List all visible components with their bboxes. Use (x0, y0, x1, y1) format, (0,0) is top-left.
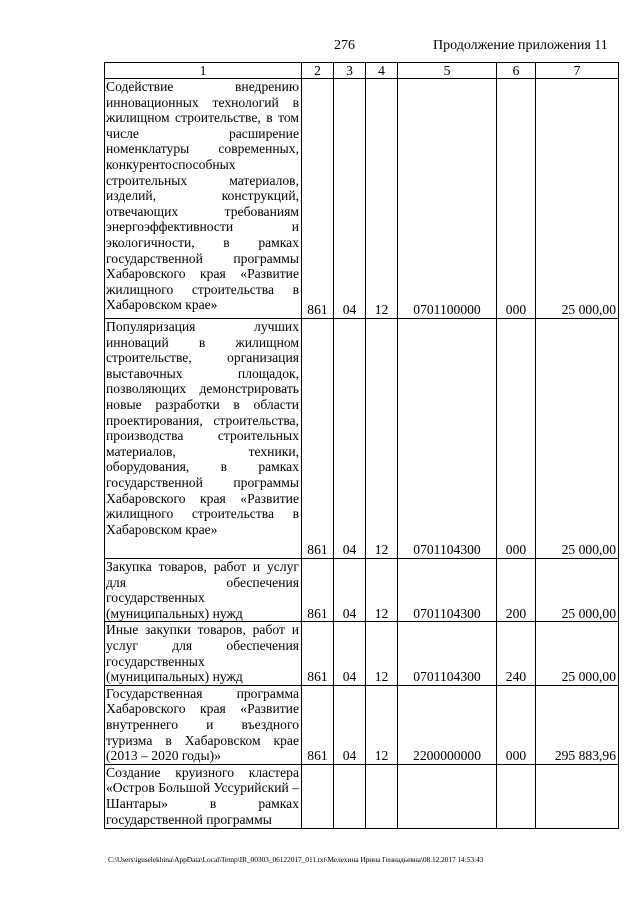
subsection-code: 12 (366, 319, 398, 559)
amount (536, 764, 619, 828)
expense-type-code: 200 (497, 559, 536, 622)
row-description: Популяризация лучших инноваций в жилищном строительстве, организация выставочных площадок, позволяющих демонстрировать новые разработки в области проектирования, строительства, производства строительных материалов, техники, оборудования, в рамках государственной программы Хабаровского края «Развитие жилищного строительства в Хабаровском крае» (105, 319, 302, 559)
table-row (105, 685, 619, 764)
appendix-continuation-label: Продолжение приложения 11 (433, 38, 608, 53)
section-code: 04 (334, 685, 366, 764)
column-header: 7 (536, 63, 619, 79)
table-row (105, 622, 619, 685)
subsection-code: 12 (366, 622, 398, 685)
table-header-row (105, 63, 619, 79)
ministry-code: 861 (302, 622, 334, 685)
row-description: Создание круизного кластера «Остров Большой Уссурийский – Шантары» в рамках государственной программы (105, 764, 302, 828)
ministry-code: 861 (302, 685, 334, 764)
expense-type-code: 000 (497, 79, 536, 319)
target-article-code: 2200000000 (398, 685, 497, 764)
expense-type-code (497, 764, 536, 828)
column-header: 5 (398, 63, 497, 79)
column-header: 6 (497, 63, 536, 79)
subsection-code: 12 (366, 685, 398, 764)
amount: 25 000,00 (536, 319, 619, 559)
budget-table (104, 62, 619, 829)
table-row (105, 319, 619, 559)
section-code: 04 (334, 559, 366, 622)
target-article-code: 0701104300 (398, 319, 497, 559)
ministry-code: 861 (302, 79, 334, 319)
ministry-code: 861 (302, 559, 334, 622)
subsection-code (366, 764, 398, 828)
column-header: 3 (334, 63, 366, 79)
expense-type-code: 000 (497, 319, 536, 559)
column-header: 1 (105, 63, 302, 79)
target-article-code: 0701104300 (398, 559, 497, 622)
row-description: Иные закупки товаров, работ и услуг для обеспечения государственных (муниципальных) нужд (105, 622, 302, 685)
column-header: 4 (366, 63, 398, 79)
table-row (105, 79, 619, 319)
section-code: 04 (334, 79, 366, 319)
table-row (105, 559, 619, 622)
ministry-code (302, 764, 334, 828)
table-row (105, 764, 619, 828)
column-header: 2 (302, 63, 334, 79)
expense-type-code: 000 (497, 685, 536, 764)
ministry-code: 861 (302, 319, 334, 559)
row-description: Закупка товаров, работ и услуг для обеспечения государственных (муниципальных) нужд (105, 559, 302, 622)
footer-file-path: C:\Users\iguselekhina\AppData\Local\Temp\IR_00303_06122017_011.txt\Мелехина Ирина Геннадьевна\08.12.2017 14:53:43 (108, 855, 484, 864)
target-article-code: 0701104300 (398, 622, 497, 685)
row-description: Содействие внедрению инновационных технологий в жилищном строительстве, в том числе расширение номенклатуры современных, конкурентоспособных строительных материалов, изделий, конструкций, отвечающих требованиям энергоэффективности и экологичности, в рамках государственной программы Хабаровского края «Развитие жилищного строительства в Хабаровском крае» (105, 79, 302, 319)
expense-type-code: 240 (497, 622, 536, 685)
amount: 25 000,00 (536, 559, 619, 622)
target-article-code (398, 764, 497, 828)
section-code (334, 764, 366, 828)
subsection-code: 12 (366, 79, 398, 319)
section-code: 04 (334, 622, 366, 685)
amount: 295 883,96 (536, 685, 619, 764)
row-description: Государственная программа Хабаровского края «Развитие внутреннего и въездного туризма в Хабаровском крае (2013 – 2020 годы)» (105, 685, 302, 764)
subsection-code: 12 (366, 559, 398, 622)
page-number: 276 (334, 38, 355, 53)
section-code: 04 (334, 319, 366, 559)
amount: 25 000,00 (536, 79, 619, 319)
target-article-code: 0701100000 (398, 79, 497, 319)
amount: 25 000,00 (536, 622, 619, 685)
